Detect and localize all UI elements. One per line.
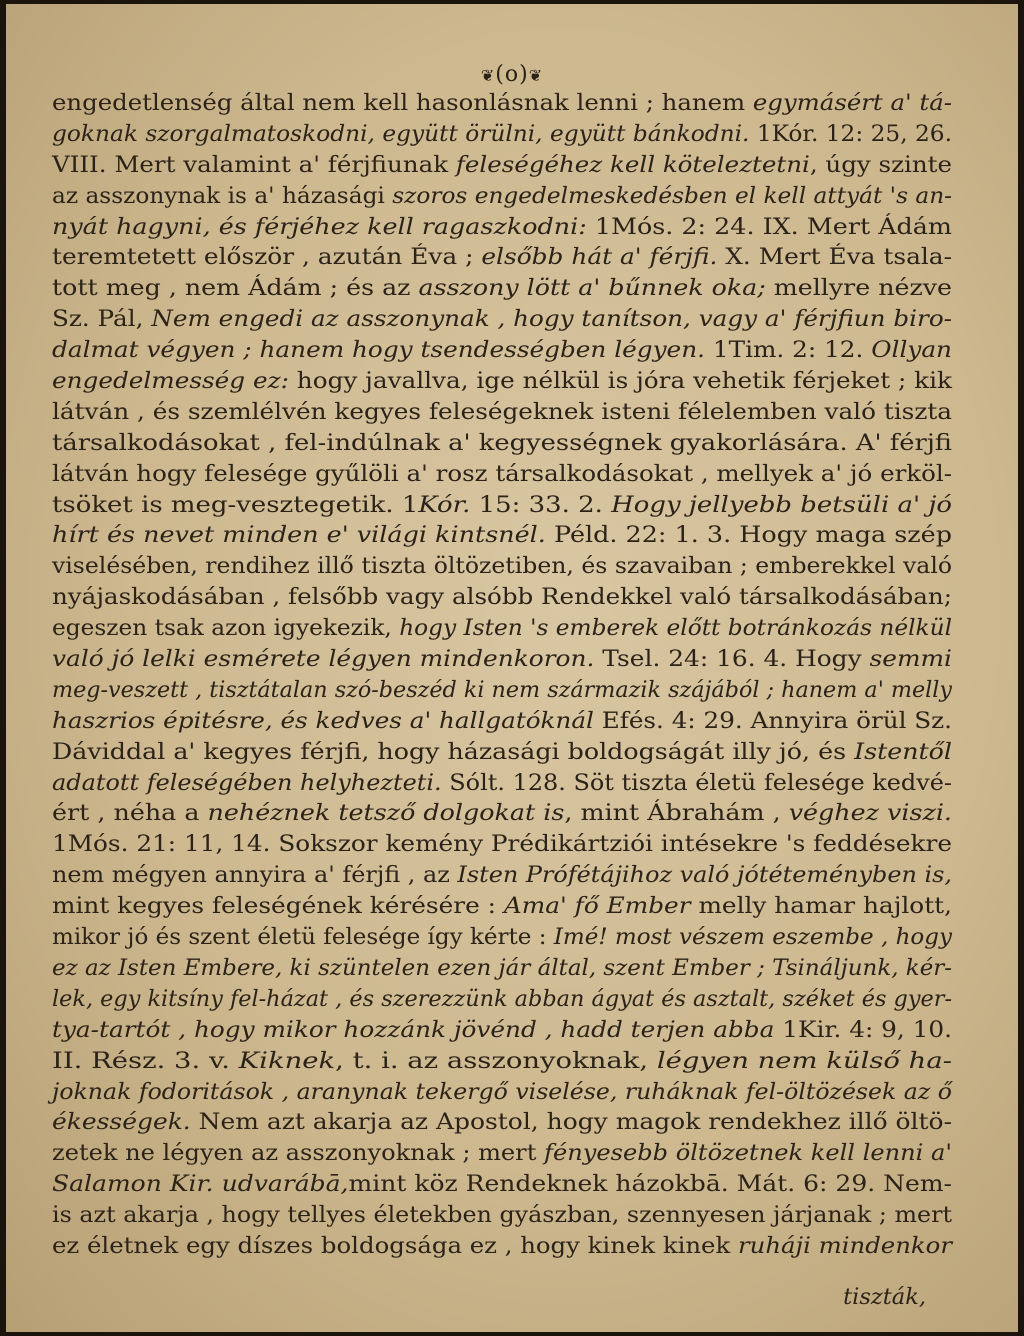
italic-text: hírt és nevet minden e' világi kintsnél. — [52, 522, 546, 549]
italic-text: ez az Isten Embere, ki szüntelen ezen jár által, szent Ember ; Tsináljunk, kér- — [52, 954, 952, 981]
text-run: látván , és szemlélvén kegyes feleségeknek isteni félelemben való tiszta — [52, 398, 952, 425]
italic-text: dalmat végyen ; hanem hogy tsendességben légyen. — [52, 337, 705, 364]
text-run: társalkodásokat , fel-indúlnak a' kegyességnek gyakorlására. A' férjfi — [52, 429, 952, 456]
text-run: hogy javallva, ige nélkül is jóra vehetik férjeket ; kik — [288, 368, 953, 395]
text-line — [52, 984, 952, 1015]
text-line — [52, 551, 952, 582]
text-run: mint köz Rendeknek házokbā. Mát. 6: 29. Nem- — [348, 1171, 953, 1198]
text-run: VIII. Mert valamint a' férjfiunak — [52, 151, 456, 178]
text-line — [52, 1107, 952, 1138]
text-run: Tsel. 24: 16. 4. Hogy — [594, 646, 870, 673]
text-line — [52, 675, 952, 706]
text-run: Dáviddal a' kegyes férjfi, hogy házasági boldogságát illy jó, és — [52, 738, 855, 765]
text-run: nem mégyen annyira a' férjfi , az — [52, 862, 458, 889]
text-run: tott meg , nem Ádám ; és az — [52, 275, 419, 302]
italic-text: fényesebb öltözetnek kell lenni a' — [544, 1140, 952, 1167]
text-line — [52, 212, 952, 243]
italic-text: nehéznek tetsző dolgokat is — [207, 800, 565, 827]
italic-text: adatott feleségében helyhezteti. — [52, 769, 442, 796]
text-line — [52, 1138, 952, 1169]
text-run: Sólt. 128. Söt tiszta életü felesége kedvé- — [441, 769, 952, 796]
text-line — [52, 88, 952, 119]
text-run: látván hogy felesége gyűlöli a' rosz társalkodásokat , mellyek a' jó erköl- — [52, 460, 952, 487]
italic-text: hogy Isten 's emberek előtt botránkozás nélkül — [399, 615, 953, 642]
text-run: mellyre nézve — [765, 275, 952, 302]
italic-text: ékességek. — [52, 1109, 191, 1136]
text-line — [52, 366, 952, 397]
text-run: 1Kór. 12: 25, 26. — [749, 120, 952, 147]
right-ornament-icon: ❦ — [528, 66, 544, 85]
text-line — [52, 953, 952, 984]
text-run: zetek ne légyen az asszonyoknak ; mert — [52, 1140, 545, 1167]
italic-text: Salamon Kir. udvarábā, — [52, 1171, 349, 1198]
text-run: , mint Ábrahám , — [564, 800, 789, 827]
italic-text: Hogy jellyebb betsüli a' jó — [611, 491, 953, 518]
italic-text: meg-veszett , tisztátalan szó-beszéd ki nem származik szájából ; hanem a' melly — [52, 676, 952, 703]
text-run: Péld. 22: 1. 3. Hogy maga szép — [545, 522, 952, 549]
italic-text: Imé! most vészem eszembe , hogy — [553, 924, 953, 951]
text-run: viselésében, rendihez illő tiszta öltözetiben, és szavaiban ; emberekkel való — [52, 553, 952, 580]
italic-text: Istentől — [854, 738, 953, 765]
italic-text: Kór. — [418, 491, 471, 518]
text-run: teremtetett először , azután Éva ; — [52, 244, 482, 271]
text-run: mikor jó és szent életü felesége így kérte : — [52, 924, 554, 951]
page-header — [6, 62, 1018, 87]
text-line — [52, 242, 952, 273]
text-run: Nem azt akarja az Apostol, hogy magok rendekhez illő öltö- — [190, 1109, 953, 1136]
italic-text: Ollyan — [871, 337, 952, 364]
catchword: tiszták, — [843, 1284, 926, 1310]
body-text — [52, 88, 952, 1262]
italic-text: véghez viszi. — [788, 800, 952, 827]
italic-text: légyen nem külső ha- — [656, 1047, 952, 1074]
text-line — [52, 582, 952, 613]
text-line — [52, 119, 952, 150]
text-line — [52, 1077, 952, 1108]
text-line — [52, 490, 952, 521]
italic-text: nyát hagyni, és férjéhez kell ragaszkodni: — [52, 213, 587, 240]
text-line — [52, 644, 952, 675]
italic-text: Ama' fő Ember — [503, 893, 691, 920]
italic-text: haszrios épitésre, és kedves a' hallgatóknál — [52, 707, 594, 734]
book-page — [6, 4, 1018, 1332]
text-run: II. Rész. 3. v. — [52, 1047, 239, 1074]
text-line — [52, 613, 952, 644]
text-run: Sz. Pál, — [52, 306, 152, 333]
text-line — [52, 706, 952, 737]
text-line — [52, 397, 952, 428]
text-line — [52, 181, 952, 212]
text-run: X. Mert Éva tsala- — [717, 244, 952, 271]
text-line — [52, 335, 952, 366]
page-number: (o) — [495, 62, 529, 87]
text-line — [52, 150, 952, 181]
italic-text: lek, egy kitsíny fel-házat , és szerezzünk abban ágyat és asztalt, széket és gyer- — [52, 985, 952, 1012]
text-run: az asszonynak is a' házasági — [52, 182, 393, 209]
text-run: Efés. 4: 29. Annyira örül Sz. — [593, 707, 952, 734]
italic-text: Nem engedi az asszonynak , hogy tanítson, vagy a' férjfiun biro- — [151, 306, 952, 333]
text-line — [52, 768, 952, 799]
italic-text: engedelmesség ez: — [52, 368, 289, 395]
left-ornament-icon: ❦ — [480, 66, 496, 85]
text-line — [52, 1231, 952, 1262]
text-line — [52, 860, 952, 891]
italic-text: való jó lelki esmérete légyen mindenkoron. — [52, 646, 595, 673]
italic-text: Isten Prófétájihoz való jótéteményben is, — [457, 862, 953, 889]
italic-text: asszony lött a' bűnnek oka; — [418, 275, 766, 302]
italic-text: semmi — [869, 646, 952, 673]
text-line — [52, 304, 952, 335]
text-run: 1Kir. 4: 9, 10. — [774, 1016, 952, 1043]
text-run: engedetlenség által nem kell hasonlásnak lenni ; hanem — [52, 90, 753, 116]
italic-text: joknak fodoritások , aranynak tekergő viselése, ruháknak fel-öltözések az ő — [52, 1078, 952, 1105]
text-run: 1Mós. 21: 11, 14. Sokszor kemény Prédikártziói intésekre 's feddésekre — [52, 831, 952, 858]
text-run: 1Tim. 2: 12. — [704, 337, 872, 364]
text-run: mint kegyes feleségének kérésére : — [52, 893, 504, 920]
italic-text: Kiknek — [238, 1047, 336, 1074]
text-run: , úgy szinte — [809, 151, 953, 178]
text-line — [52, 1200, 952, 1231]
italic-text: goknak szorgalmatoskodni, együtt örülni, együtt bánkodni. — [52, 120, 750, 147]
text-run: melly hamar hajlott, — [690, 893, 952, 920]
text-line — [52, 459, 952, 490]
italic-text: elsőbb hát a' férjfi. — [481, 244, 718, 271]
text-line — [52, 1015, 952, 1046]
text-line — [52, 428, 952, 459]
italic-text: szoros engedelmeskedésben el kell attyát 's an- — [392, 182, 952, 209]
text-run: 1Mós. 2: 24. IX. Mert Ádám — [586, 213, 952, 240]
italic-text: tya-tartót , hogy mikor hozzánk jövénd , hadd terjen abba — [52, 1016, 775, 1043]
italic-text: feleségéhez kell köteleztetni — [455, 151, 810, 178]
text-line — [52, 273, 952, 304]
text-line — [52, 829, 952, 860]
text-line — [52, 520, 952, 551]
italic-text: ruháji mindenkor — [737, 1232, 953, 1259]
text-line — [52, 798, 952, 829]
text-run: ez életnek egy díszes boldogsága ez , hogy kinek kinek — [52, 1232, 738, 1259]
text-run: , t. i. az asszonyoknak, — [335, 1047, 657, 1074]
text-line — [52, 737, 952, 768]
italic-text: egymásért a' tá- — [752, 90, 953, 116]
text-run: nyájaskodásában , felsőbb vagy alsóbb Rendekkel való társalkodásában; — [52, 584, 952, 611]
text-run: is azt akarja , hogy tellyes életekben gyászban, szennyesen járjanak ; mert — [52, 1202, 952, 1229]
text-line — [52, 891, 952, 922]
text-run: ért , néha a — [52, 800, 208, 827]
text-line — [52, 1046, 952, 1077]
text-line — [52, 1169, 952, 1200]
text-line — [52, 922, 952, 953]
text-run: tsöket is meg-vesztegetik. 1 — [52, 491, 419, 518]
text-run: egeszen tsak azon igyekezik, — [52, 615, 400, 642]
text-run: 15: 33. 2. — [470, 491, 612, 518]
